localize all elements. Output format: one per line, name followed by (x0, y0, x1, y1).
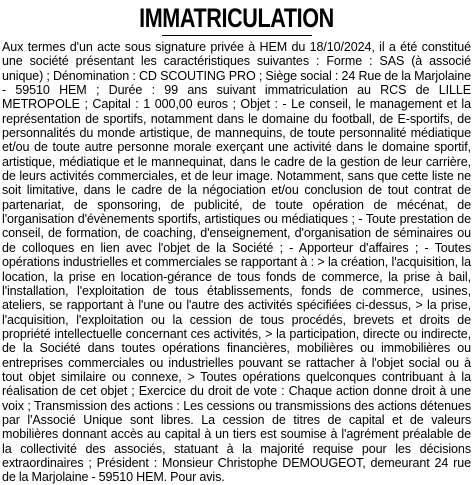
title-divider (162, 35, 312, 36)
notice-title: IMMATRICULATION (139, 3, 334, 33)
notice-body: Aux termes d'un acte sous signature privée à HEM du 18/10/2024, il a été constitué une société présentant les caractéristiques suivantes : Forme : SAS (à associé unique) ; Dénomination : CD SCOUTING PRO ; Siège social : 24 Rue de la Marjolaine - 59510 HEM ; Durée : 99 ans suivant immatriculation au RCS de LILLE METROPOLE ; Capital : 1 000,00 euros ; Objet : - Le conseil, le management et la représentation de sportifs, notamment dans le domaine du football, de E-sportifs, de personnalités du monde artistique, de mannequins, de toute personnalité médiatique et/ou de toute autre personne morale exerçant une activité dans le domaine sportif, artistique, médiatique et le mannequinat, dans le cadre de la gestion de leur carrière, de leurs activités commerciales, et de leur image. Notamment, sans que cette liste ne soit limitative, dans le cadre de la négociation et/ou conclusion de tout contrat de partenariat, de sponsoring, de publicité, de toute opération de mécénat, de l'organisation d'évènements sportifs, artistiques ou médiatiques ; - Toute prestation de conseil, de formation, de coaching, d'enseignement, d'organisation de séminaires ou de colloques en lien avec l'objet de la Société ; - Apporteur d'affaires ; - Toutes opérations industrielles et commerciales se rapportant à : > la création, l'acquisition, la location, la prise en location-gérance de tous fonds de commerce, la prise à bail, l'installation, l'exploitation de tous établissements, fonds de commerce, usines, ateliers, se rapportant à l'une ou l'autre des activités spécifiées ci-dessus, > la prise, l'acquisition, l'exploitation ou la cession de tous procédés, brevets et droits de propriété intellectuelle concernant ces activités, > la participation, directe ou indirecte, de la Société dans toutes opérations financières, mobilières ou immobilières ou entreprises commerciales ou industrielles pouvant se rattacher à l'objet social ou à tout objet similaire ou connexe, > Toutes opérations quelconques contribuant à la réalisation de cet objet ; Exercice du droit de vote : Chaque action donne droit à une voix ; Transmission des actions : Les cessions ou transmissions des actions détenues par l'Associé Unique sont libres. La cession de titres de capital et de valeurs mobilières donnant accès au capital à un tiers est soumise à l'agrément préalable de la collectivité des associés, statuant à la majorité requise pour les décisions extraordinaires ; Président : Monsieur Christophe DEMOUGEOT, demeurant 24 rue de la Marjolaine - 59510 HEM. Pour avis. (2, 40, 471, 485)
